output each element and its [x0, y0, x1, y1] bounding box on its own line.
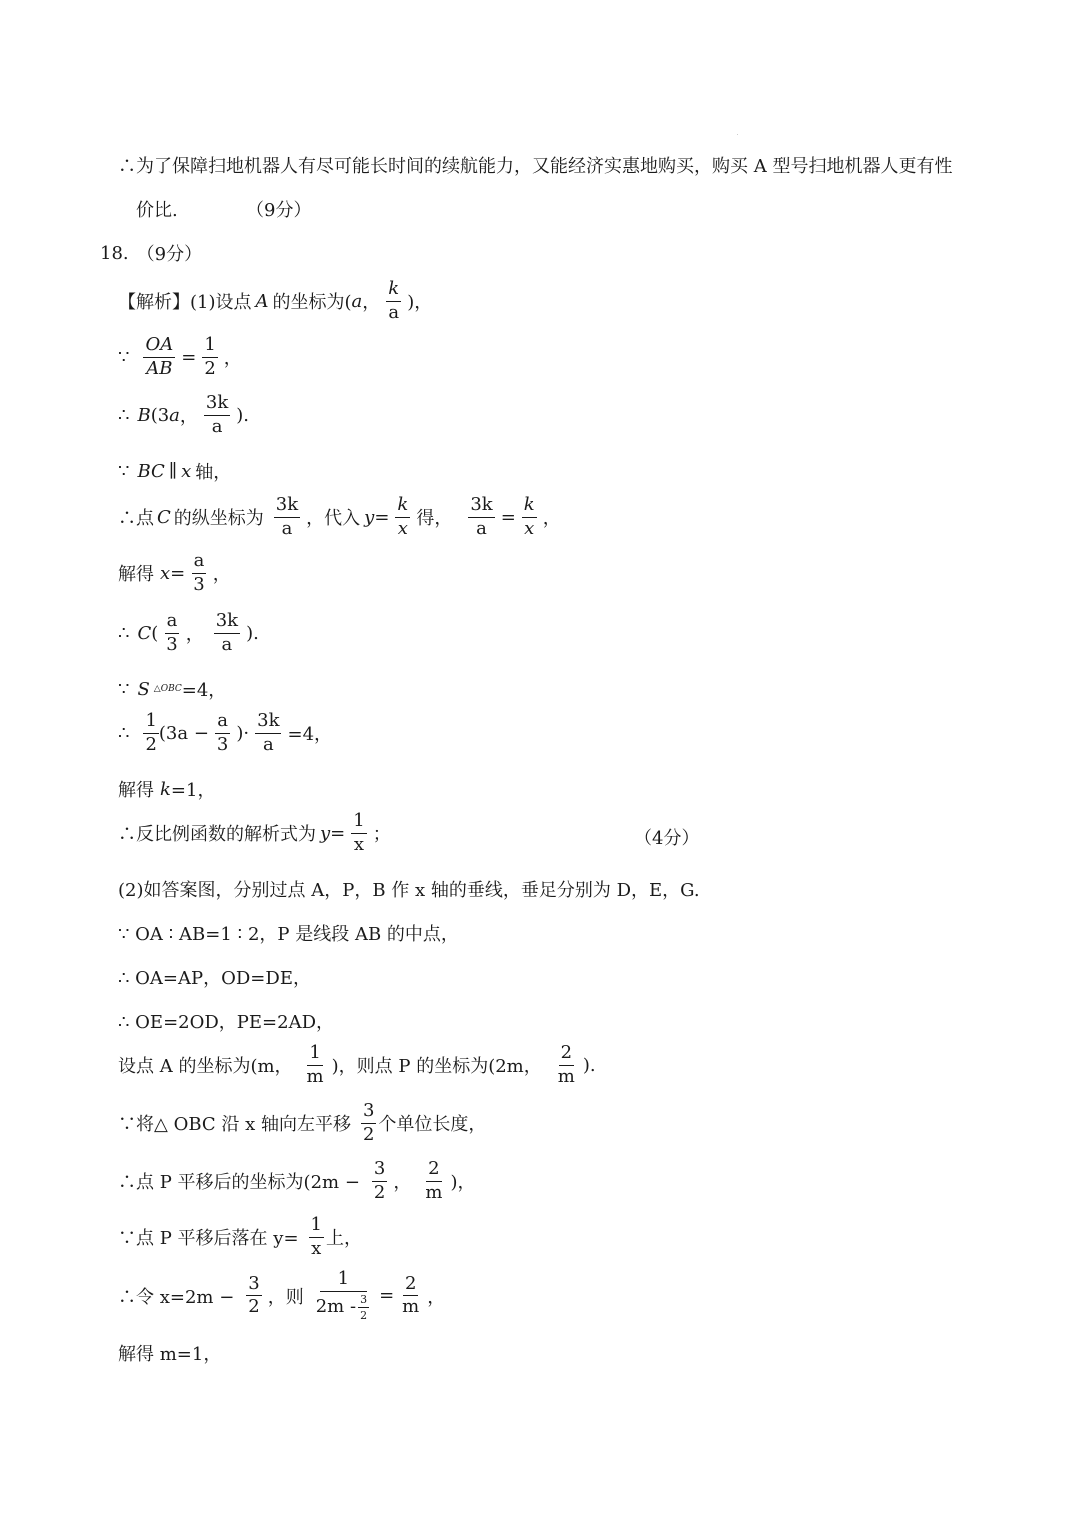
fraction-numerator: 3k [204, 394, 230, 416]
fraction-denominator: a [221, 633, 233, 655]
p2-line-8 [118, 1216, 362, 1259]
fraction-denominator: a [388, 301, 400, 323]
intro-score: （9分） [246, 200, 312, 221]
fraction-denominator: m [306, 1065, 324, 1087]
fraction [214, 612, 240, 655]
p1-l2-end: ， [223, 348, 242, 370]
p1-l6-end: ， [212, 564, 231, 586]
p1-line-10 [118, 776, 215, 802]
fraction [191, 552, 206, 595]
fraction-denominator: m [425, 1181, 443, 1203]
p2-line-9 [118, 1270, 445, 1322]
fraction-denominator: 2 [204, 357, 216, 379]
p2-l1: (2)如答案图，分别过点 A，P，B 作 x 轴的垂线，垂足分别为 D，E，G. [118, 880, 700, 901]
fraction-numerator: 1 [351, 812, 366, 834]
fraction-numerator: 3k [255, 712, 281, 734]
p1-l11-pre: ∴反比例函数的解析式为 [118, 824, 316, 846]
p1-l1-a: a [351, 290, 363, 312]
q18-score: （9分） [136, 244, 203, 265]
fraction [255, 712, 281, 755]
p1-line-1 [118, 280, 432, 323]
fraction-denominator: a [476, 517, 487, 539]
p1-l5-mid2: ，代入 [306, 508, 361, 530]
p1-l3-a: a [169, 404, 180, 426]
fraction-numerator: 3k [214, 612, 240, 634]
p1-l3-open: (3 [150, 404, 170, 426]
p2-l5-end: ). [582, 1054, 596, 1076]
fraction-denominator: 3 [216, 733, 229, 755]
p1-l8-S: S [137, 678, 150, 700]
p1-l8-sub: △OBC [153, 684, 182, 694]
p2-line-4 [118, 1008, 334, 1034]
p2-line-6 [118, 1102, 486, 1145]
intro-line-1 [118, 152, 952, 178]
p1-line-6 [118, 552, 231, 595]
fraction-numerator: 3 [246, 1275, 261, 1297]
fraction-denominator: m [557, 1065, 575, 1087]
fraction [400, 1272, 421, 1318]
fraction-numerator: 3 [361, 1102, 376, 1124]
p2-l7-pre: ∴点 P 平移后的坐标为(2m − [118, 1172, 360, 1194]
p1-l5-pre: ∴点 [118, 508, 154, 530]
scan-speck [737, 134, 738, 135]
p1-l1-comma: ， [362, 292, 381, 314]
p2-line-5 [118, 1044, 596, 1087]
q18-number: 18. [100, 242, 129, 264]
fraction-numerator: 3k [468, 496, 494, 518]
fraction-denominator: 3 [193, 573, 205, 595]
fraction-denominator: x [397, 517, 408, 539]
denominator-text: 2m - [315, 1296, 357, 1318]
fraction-numerator: 1 [309, 1216, 324, 1238]
fraction-denominator [314, 1292, 373, 1322]
fraction [215, 712, 230, 755]
p2-line-1 [118, 876, 700, 902]
p1-l11-y: y [320, 822, 331, 844]
p1-l9-end: =4， [287, 724, 333, 746]
p1-l9-mid: (3a − [158, 722, 209, 744]
p2-l6-end: 个单位长度， [378, 1114, 487, 1136]
equals-sign: = [330, 822, 346, 844]
fraction-numerator: a [215, 712, 230, 734]
p2-l9-pre: ∴令 x=2m − [118, 1286, 235, 1308]
fraction-numerator: k [386, 280, 401, 302]
p1-l11-end: ； [372, 824, 391, 846]
p1-line-2 [118, 336, 242, 379]
p1-l1-mid: 的坐标为( [272, 292, 352, 314]
fraction-denominator: AB [146, 357, 173, 379]
p1-line-3 [118, 394, 249, 437]
p1-score: （4分） [634, 828, 700, 849]
fraction [309, 1216, 324, 1259]
fraction-denominator: 2 [248, 1296, 260, 1318]
fraction [143, 712, 158, 755]
p1-l4-x: x [181, 460, 192, 482]
fraction [522, 496, 537, 539]
p1-l3-end: ). [236, 404, 250, 426]
p1-l10-pre: 解得 [118, 780, 154, 801]
fraction [305, 1044, 326, 1087]
equals-sign: = [379, 1285, 395, 1307]
p2-l5-pre: 设点 A 的坐标为(m， [118, 1056, 293, 1078]
p1-l5-mid3: 得， [416, 508, 453, 530]
fraction-denominator: 2 [373, 1181, 386, 1203]
fraction-denominator: a [281, 517, 293, 539]
p2-l2: ∵ OA ∶ AB=1 ∶ 2，P 是线段 AB 的中点， [118, 924, 459, 945]
therefore-symbol: ∴ [118, 722, 130, 744]
p1-l1-pre: 【解析】(1)设点 [118, 292, 252, 314]
p2-line-10 [118, 1340, 221, 1366]
p2-l7-comma: ， [393, 1172, 412, 1194]
p2-l3: ∴ OA=AP，OD=DE， [118, 968, 311, 989]
fraction [386, 280, 401, 323]
fraction [423, 1160, 444, 1203]
p1-l3-B: B [137, 404, 151, 426]
fraction [204, 394, 230, 437]
intro-text: ∴为了保障扫地机器人有尽可能长时间的续航能力，又能经济实惠地购买，购买 A 型号扫地机器人更有性 [118, 156, 953, 177]
because-symbol: ∵ [118, 460, 130, 482]
p2-l5-mid: )，则点 P 的坐标为(2m， [331, 1056, 542, 1078]
fraction [246, 1272, 261, 1318]
fraction [143, 336, 175, 379]
fraction-numerator: 1 [320, 1270, 367, 1292]
p1-l4-BC: BC [137, 460, 165, 482]
p2-l9-end: ， [427, 1286, 446, 1308]
fraction-denominator: a [262, 733, 274, 755]
p1-line-5 [118, 496, 561, 539]
fraction-numerator: a [192, 552, 207, 574]
p2-line-2 [118, 920, 459, 946]
because-symbol: ∵ [118, 346, 130, 368]
p1-l5-y: y [364, 506, 375, 528]
fraction-numerator: 1 [307, 1044, 322, 1066]
p1-l7-end: ). [246, 622, 259, 644]
p1-l6-pre: 解得 [118, 564, 154, 586]
fraction-denominator: x [311, 1237, 322, 1259]
p2-l8-end: 上， [325, 1228, 362, 1250]
fraction [556, 1044, 577, 1087]
p1-l9-mid2: )· [236, 722, 250, 744]
p1-l1-A: A [255, 290, 269, 312]
intro-line-2 [136, 196, 178, 222]
fraction [202, 336, 217, 379]
fraction-denominator: 2 [145, 733, 157, 755]
p1-l4-end: 轴， [195, 462, 232, 483]
fraction [274, 496, 300, 539]
p2-line-3 [118, 964, 311, 990]
p2-l7-end: )， [450, 1172, 476, 1194]
fraction-numerator: k [522, 496, 537, 518]
p2-l6-pre: ∵将△ OBC 沿 x 轴向左平移 [118, 1114, 351, 1136]
p1-l7-comma: ， [185, 624, 204, 646]
fraction-numerator: k [395, 496, 410, 518]
p1-l5-end: ， [542, 508, 561, 530]
p2-line-7 [118, 1160, 475, 1203]
p1-line-9 [118, 712, 332, 755]
q18-header [100, 240, 202, 266]
equals-sign: = [181, 346, 197, 368]
fraction [361, 1102, 376, 1145]
fraction-denominator: m [402, 1296, 420, 1318]
fraction-numerator: 1 [202, 336, 217, 358]
p1-l8-end: =4， [181, 680, 227, 701]
fraction-numerator: 3 [372, 1160, 387, 1182]
fraction-numerator: 2 [559, 1044, 574, 1066]
p1-l10-k: k [160, 778, 171, 800]
fraction [351, 812, 366, 855]
p1-l6-x: x [160, 562, 171, 584]
equals-sign: = [500, 506, 516, 528]
p1-l5-mid: 的纵坐标为 [173, 508, 264, 530]
fraction-denominator: 3 [166, 633, 178, 655]
p1-line-11 [118, 812, 391, 855]
fraction-numerator: 1 [143, 712, 158, 734]
equals-sign: = [374, 506, 390, 528]
p1-line-8 [118, 676, 226, 702]
fraction-numerator: 2 [426, 1160, 441, 1182]
fraction-denominator: 2 [360, 1309, 368, 1323]
fraction-numerator: a [165, 612, 180, 634]
p1-l7-C: C [137, 622, 152, 644]
equals-sign: = [170, 562, 186, 584]
p2-l8-pre: ∵点 P 平移后落在 y= [118, 1228, 299, 1250]
intro-text-2: 价比. [136, 200, 178, 221]
fraction [395, 496, 410, 539]
fraction-numerator: 3k [274, 496, 300, 518]
fraction-denominator: 2 [362, 1123, 375, 1145]
p2-l9-mid: ，则 [267, 1286, 304, 1308]
parallel-symbol: ∥ [168, 460, 178, 482]
p1-l7-open: ( [151, 622, 159, 644]
small-fraction [358, 1294, 369, 1322]
p1-l5-C: C [157, 506, 171, 528]
therefore-symbol: ∴ [118, 622, 130, 644]
fraction-denominator: x [524, 517, 535, 539]
p1-l1-end: )， [407, 292, 433, 314]
p2-l4: ∴ OE=2OD，PE=2AD， [118, 1012, 335, 1033]
fraction-denominator: x [353, 833, 365, 855]
fraction [164, 612, 179, 655]
p1-line-7 [118, 612, 259, 655]
because-symbol: ∵ [118, 678, 130, 700]
fraction-denominator: a [211, 415, 223, 437]
p1-l3-comma: ， [179, 406, 198, 428]
compound-fraction [314, 1270, 373, 1322]
p2-l10: 解得 m=1， [118, 1344, 222, 1365]
fraction [468, 496, 494, 539]
fraction-numerator: OA [143, 336, 175, 358]
p1-l10-end: =1， [170, 780, 216, 801]
p1-line-4 [118, 458, 231, 484]
fraction [372, 1160, 387, 1203]
therefore-symbol: ∴ [118, 404, 130, 426]
fraction-numerator: 2 [403, 1275, 418, 1297]
fraction-numerator: 3 [358, 1294, 369, 1309]
